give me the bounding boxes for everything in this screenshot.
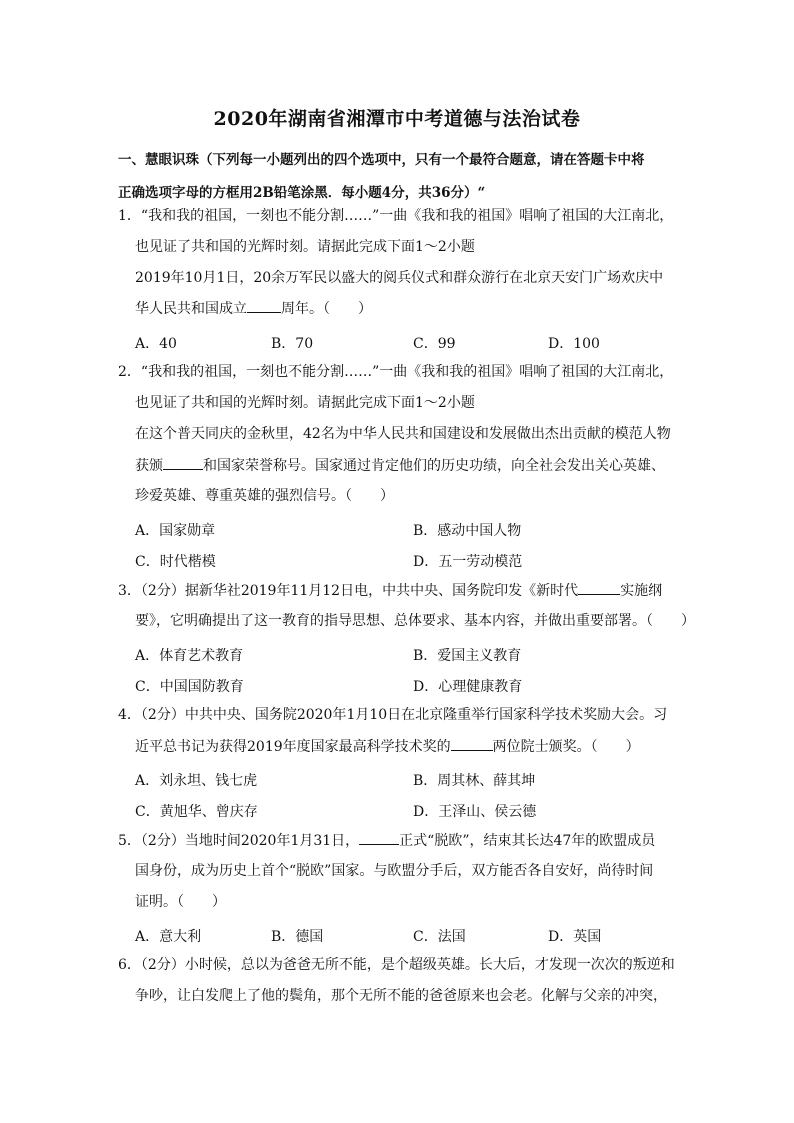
question-1-line-3: 2019年10月1日，20余万军民以盛大的阅兵仪式和群众游行在北京天安门广场欢庆中: [135, 270, 664, 286]
question-2-line-5: 珍爱英雄、尊重英雄的强烈信号。（ ）: [135, 488, 394, 504]
question-2-option-c: C．时代楷模: [135, 554, 216, 570]
question-1-option-b: B．70: [271, 336, 314, 352]
question-2-line-1: 2．“我和我的祖国，一刻也不能分割……”一曲《我和我的祖国》唱响了祖国的大江南北，: [118, 364, 674, 380]
question-1-line-4: [135, 298, 372, 319]
question-4-text-b: 两位院士颁奖。（ ）: [492, 739, 640, 755]
question-1-line-2: 也见证了共和国的光辉时刻。请据此完成下面1～2小题: [135, 239, 475, 255]
question-4-option-a: A．刘永坦、钱七虎: [135, 773, 258, 789]
question-5-option-a: A．意大利: [135, 929, 202, 945]
answer-blank: [163, 455, 203, 470]
question-3-option-a: A．体育艺术教育: [135, 648, 244, 664]
question-2-line-2: 也见证了共和国的光辉时刻。请据此完成下面1～2小题: [135, 395, 475, 411]
answer-blank: [359, 830, 399, 845]
question-5-text-b: 正式“脱欧”，结束其长达47年的欧盟成员: [399, 833, 656, 849]
question-1-option-d: D．100: [548, 336, 600, 352]
page-title: 2020年湖南省湘潭市中考道德与法治试卷: [213, 108, 581, 130]
question-3-option-d: D．心理健康教育: [413, 679, 523, 695]
question-3-text-a: 3．（2分）据新华社2019年11月12日电，中共中央、国务院印发《新时代: [118, 583, 579, 599]
question-2-option-a: A．国家勋章: [135, 523, 216, 539]
question-3-option-b: B．爱国主义教育: [413, 648, 522, 664]
answer-blank: [247, 298, 281, 313]
question-1-text-b: 周年。（ ）: [281, 301, 372, 317]
question-5-line-3: 证明。（ ）: [135, 894, 226, 910]
question-1-line-1: 1．“我和我的祖国，一刻也不能分割……”一曲《我和我的祖国》唱响了祖国的大江南北，: [118, 208, 674, 224]
question-4-option-b: B．周其林、薛其坤: [413, 773, 536, 789]
question-2-line-4: [135, 455, 665, 476]
question-5-text-a: 5．（2分）当地时间2020年1月31日，: [118, 833, 360, 849]
question-3-line-1: [118, 580, 662, 601]
section-instructions-line-1: 一、慧眼识珠（下列每一小题列出的四个选项中，只有一个最符合题意，请在答题卡中将: [118, 152, 645, 168]
question-2-text-b: 和国家荣誉称号。国家通过肯定他们的历史功绩，向全社会发出关心英雄、: [203, 458, 665, 474]
question-4-line-2: [135, 736, 640, 757]
question-5-option-c: C．法国: [413, 929, 466, 945]
question-6-line-2: 争吵，让白发爬上了他的鬓角，那个无所不能的爸爸原来也会老。化解与父亲的冲突，: [135, 988, 667, 1004]
question-3-option-c: C．中国国防教育: [135, 679, 244, 695]
question-2-text-a: 获颁: [135, 458, 163, 474]
answer-blank: [451, 736, 493, 751]
question-5-option-d: D．英国: [548, 929, 602, 945]
answer-blank: [578, 580, 620, 595]
question-6-line-1: 6．（2分）小时候，总以为爸爸无所不能，是个超级英雄。长大后，才发现一次次的叛逆和: [118, 957, 675, 973]
question-5-option-b: B．德国: [271, 929, 324, 945]
question-2-line-3: 在这个普天同庆的金秋里，42名为中华人民共和国建设和发展做出杰出贡献的模范人物: [135, 426, 671, 442]
question-4-line-1: 4．（2分）中共中央、国务院2020年1月10日在北京隆重举行国家科学技术奖励大会。习: [118, 707, 668, 723]
question-3-text-b: 实施纲: [620, 583, 663, 599]
question-3-line-2: 要》，它明确提出了这一教育的指导思想、总体要求、基本内容，并做出重要部署。（ ）: [135, 613, 695, 629]
question-2-option-b: B．感动中国人物: [413, 523, 522, 539]
question-5-line-2: 国身份，成为历史上首个“脱欧”国家。与欧盟分手后，双方能否各自安好，尚待时间: [135, 863, 654, 879]
question-4-option-c: C．黄旭华、曾庆存: [135, 804, 258, 820]
question-1-option-a: A．40: [135, 336, 177, 352]
question-5-line-1: [118, 830, 655, 851]
question-1-text-a: 华人民共和国成立: [135, 301, 247, 317]
question-1-option-c: C．99: [413, 336, 456, 352]
section-instructions-line-2: 正确选项字母的方框用2B铅笔涂黑．每小题4分，共36分）“: [118, 185, 486, 201]
question-4-option-d: D．王泽山、侯云德: [413, 804, 537, 820]
question-2-option-d: D．五一劳动模范: [413, 554, 523, 570]
question-4-text-a: 近平总书记为获得2019年度国家最高科学技术奖的: [135, 739, 451, 755]
